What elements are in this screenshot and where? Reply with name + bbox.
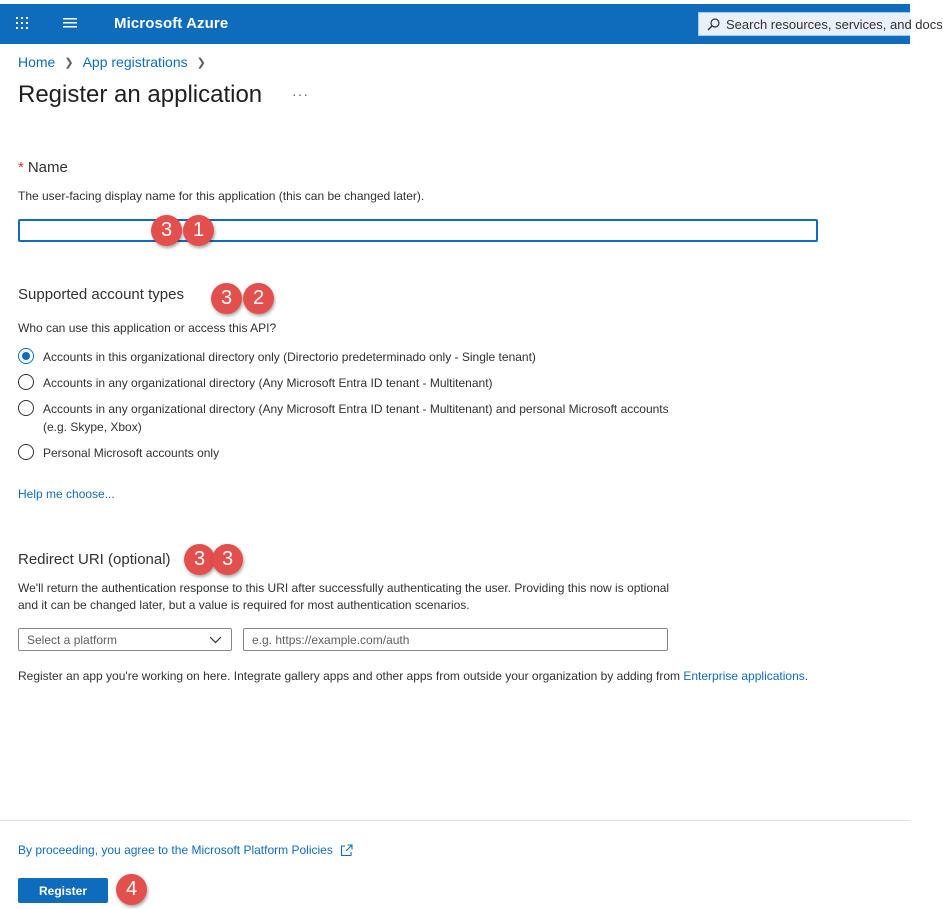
gallery-note-suffix: . (804, 669, 809, 683)
radio-button[interactable] (18, 374, 34, 390)
account-type-option-label: Personal Microsoft accounts only (43, 446, 220, 460)
chevron-down-icon (209, 636, 222, 644)
name-input[interactable] (18, 219, 818, 242)
annotation-badge: 4 (116, 874, 147, 905)
help-me-choose-link[interactable]: Help me choose... (18, 487, 115, 501)
account-type-option-label: Accounts in any organizational directory (Any Microsoft Entra ID tenant - Multitenant) and personal Microsoft accounts (e.g. Skype, Xbox) (43, 402, 669, 434)
enterprise-applications-link[interactable]: Enterprise applications (683, 669, 805, 683)
account-types-title: Supported account types (18, 286, 184, 303)
gallery-note-text: Register an app you're working on here. Integrate gallery apps and other apps from outside your organization by adding from (18, 669, 684, 683)
required-marker: * (18, 159, 24, 176)
chevron-right-icon: ❯ (196, 56, 206, 69)
account-type-option-single-tenant[interactable] (18, 348, 683, 366)
breadcrumb-home[interactable]: Home (18, 54, 56, 70)
radio-button-selected[interactable] (18, 348, 34, 364)
breadcrumb (18, 54, 215, 70)
platform-select[interactable] (18, 628, 232, 651)
external-link-icon (340, 844, 353, 857)
annotation-badge: 1 (183, 215, 214, 246)
account-type-option-label: Accounts in any organizational directory (Any Microsoft Entra ID tenant - Multitenant) (43, 376, 493, 390)
radio-button[interactable] (18, 444, 34, 460)
annotation-badge: 3 (184, 544, 215, 575)
top-bar (0, 4, 943, 44)
waffle-icon[interactable] (15, 16, 29, 30)
gallery-note (18, 668, 808, 685)
register-button[interactable]: Register (18, 878, 108, 903)
redirect-uri-description: We'll return the authentication response to this URI after successfully authenticating the user. Providing this now is optional and it can be changed later, but a value is required for most authentication scenarios. (18, 581, 670, 612)
breadcrumb-app-registrations[interactable]: App registrations (82, 54, 188, 70)
account-type-option-multitenant[interactable] (18, 374, 683, 392)
brand-title[interactable]: Microsoft Azure (114, 15, 229, 32)
platform-policies[interactable] (18, 843, 353, 857)
annotation-badge: 3 (212, 544, 243, 575)
page-title: Register an application (18, 81, 263, 108)
search-icon (707, 18, 720, 31)
radio-button[interactable] (18, 400, 34, 416)
search-placeholder: Search resources, services, and docs (726, 16, 943, 32)
hamburger-icon[interactable] (63, 17, 77, 29)
redirect-uri-input[interactable] (243, 628, 668, 651)
account-type-option-label: Accounts in this organizational directory only (Directorio predeterminado only - Single tenant) (43, 350, 536, 364)
account-types-question: Who can use this application or access this API? (18, 321, 277, 335)
footer-divider (0, 820, 910, 821)
name-description: The user-facing display name for this application (this can be changed later). (18, 189, 425, 203)
name-label: Name (27, 159, 68, 176)
global-search[interactable] (698, 12, 943, 36)
platform-policies-link[interactable]: By proceeding, you agree to the Microsoft Platform Policies (18, 843, 333, 857)
platform-select-placeholder: Select a platform (27, 632, 118, 647)
annotation-badge: 3 (151, 215, 182, 246)
annotation-badge: 3 (211, 283, 242, 314)
name-section-title (18, 159, 68, 176)
account-type-option-multitenant-personal[interactable] (18, 400, 683, 436)
chevron-right-icon: ❯ (64, 56, 74, 69)
more-options-button[interactable]: ··· (292, 86, 309, 102)
annotation-badge: 2 (243, 283, 274, 314)
account-type-option-personal[interactable] (18, 444, 683, 462)
redirect-uri-title: Redirect URI (optional) (18, 551, 171, 568)
